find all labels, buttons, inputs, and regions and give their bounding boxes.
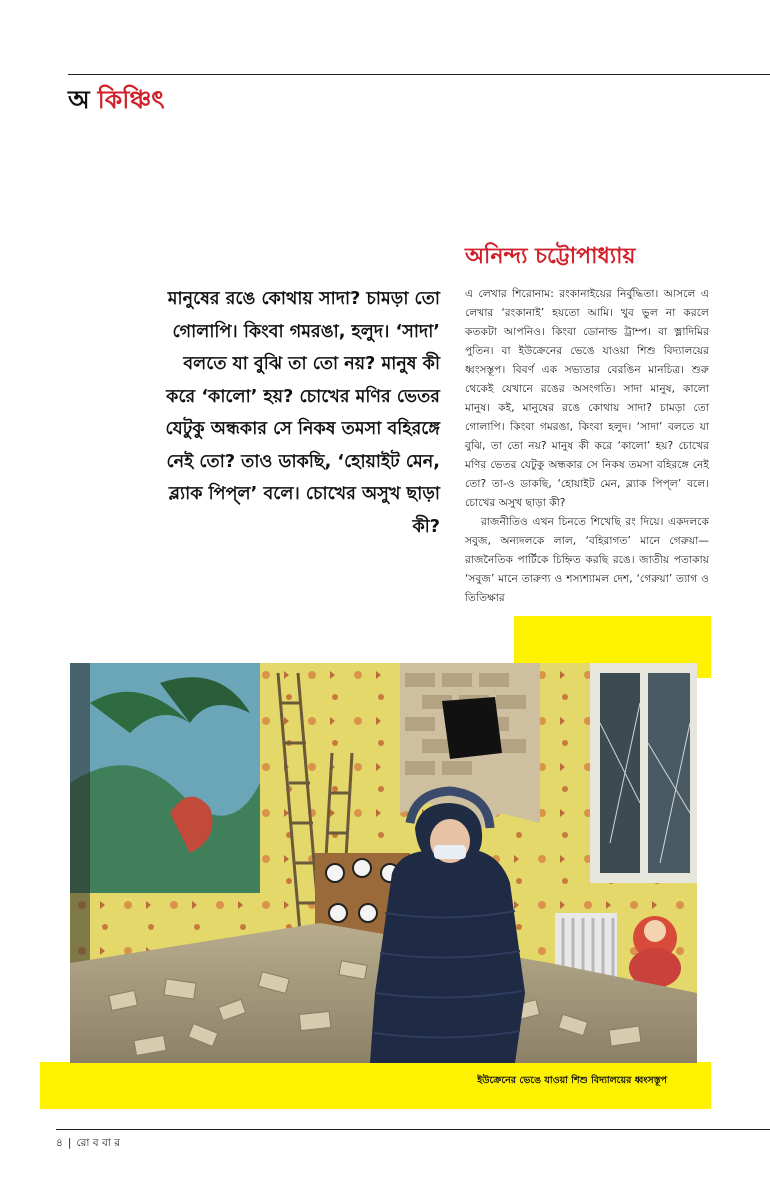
page-number: ৪ <box>56 1137 63 1149</box>
footer-separator: | <box>67 1137 72 1149</box>
page-footer <box>56 1136 120 1150</box>
article-paragraph-1: এ লেখার শিরোনাম: রংকানাইয়ের নির্বুদ্ধিতা। আসলে এ লেখার ‘রংকানাই’ হয়তো আমি। খুব ভুল না করলে কতকটা আপনিও। কিংবা ডোনাল্ড ট্রাম্প। বা ভ্লাদিমির পুতিন। বা ইউক্রেনের ভেঙে যাওয়া শিশু বিদ্যালয়ের ধ্বংসস্তূপ। বিবর্ণ এক সভ্যতার বেরঙিন মানচিত্র। শুরু থেকেই যেখানে রঙের অসংগতি। সাদা মানুষ, কালো মানুষ। কই, মানুষের রঙে কোথায় সাদা? চামড়া তো গোলাপি। কিংবা গমরঙা, কিংবা হলুদ। ‘সাদা’ বলতে যা বুঝি, তা তো নয়? মানুষ কী করে ‘কালো’ হয়? চোখের মণির ভেতর যেটুকু অন্ধকার সে নিকষ তমসা বহিরঙ্গে নেই তো? তা-ও ডাকছি, ‘হোয়াইট মেন, ব্ল্যাক পিপ্‌ল’ বলে। চোখের অসুখ ছাড়া কী? <box>465 287 709 509</box>
ruined-kindergarten-photo <box>70 663 697 1063</box>
bottom-rule <box>56 1129 770 1130</box>
top-rule <box>68 74 770 75</box>
magazine-name: রো ব বা র <box>76 1137 120 1149</box>
pull-quote: মানুষের রঙে কোথায় সাদা? চামড়া তো গোলাপি। কিংবা গমরঙা, হলুদ। ‘সাদা’ বলতে যা বুঝি তা তো নয়? মানুষ কী করে ‘কালো’ হয়? চোখের মণির ভেতর যেটুকু অন্ধকার সে নিকষ তমসা বহিরঙ্গে নেই তো? তাও ডাকছি, ‘হোয়াইট মেন, ব্ল্যাক পিপ্‌ল’ বলে। চোখের অসুখ ছাড়া কী? <box>165 289 440 537</box>
article-body <box>465 284 709 607</box>
article-paragraph-2: রাজনীতিও এখন চিনতে শিখেছি রং দিয়ে। একদলকে সবুজ, অন্যদলকে লাল, ‘বহিরাগত’ মানে গেরুয়া— রাজনৈতিক পার্টিকে চিহ্নিত করছি রঙে। জাতীয় পতাকায় ‘সবুজ’ মানে তারুণ্য ও শস্যশ্যামল দেশ, ‘গেরুয়া’ ত্যাগ ও তিতিক্ষার <box>465 515 709 604</box>
section-prefix: অ <box>68 85 90 114</box>
section-heading <box>68 84 165 116</box>
author-byline: অনিন্দ্য চট্টোপাধ্যায় <box>465 244 636 269</box>
section-title: কিঞ্চিৎ <box>97 85 165 114</box>
photo-caption: ইউক্রেনের ভেঙে যাওয়া শিশু বিদ্যালয়ের ধ্বংসস্তূপ <box>477 1075 667 1086</box>
